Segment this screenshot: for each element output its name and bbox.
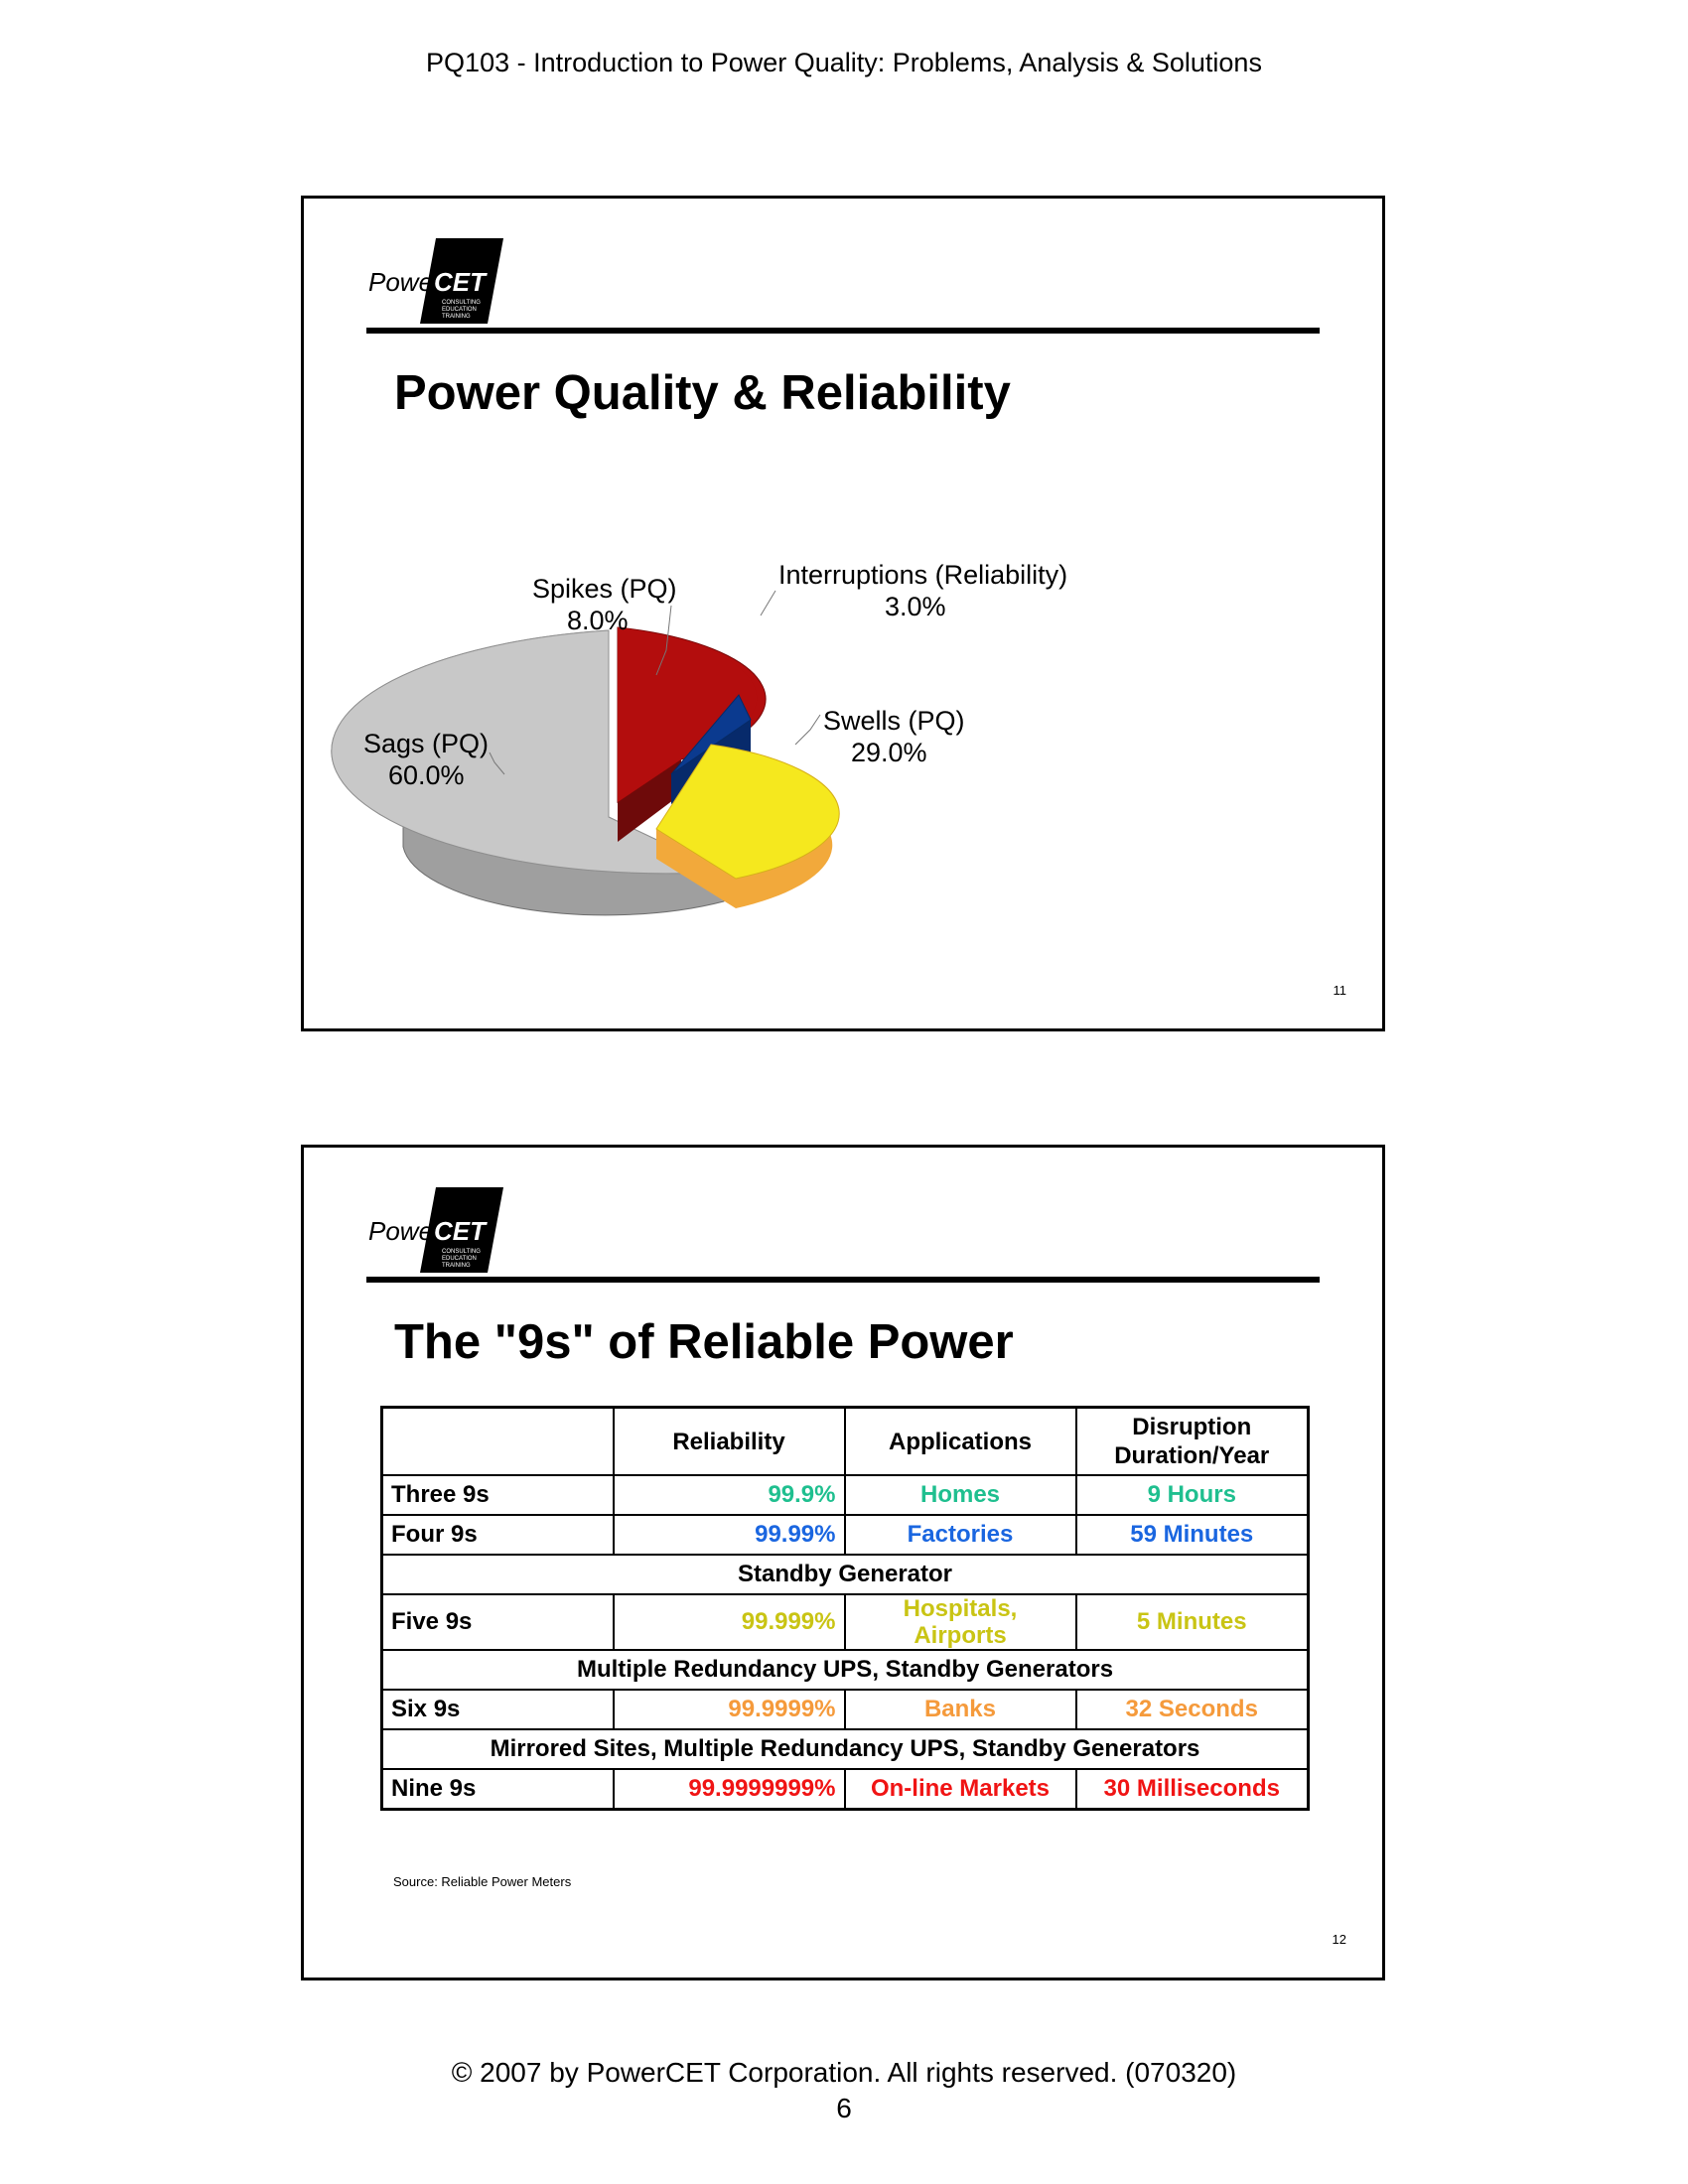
logo-sub-2: EDUCATION — [442, 1256, 477, 1262]
label-sags: Sags (PQ) — [363, 729, 490, 758]
table-row — [382, 1515, 1309, 1555]
header-reliability: Reliability — [614, 1408, 845, 1476]
slide-title: Power Quality & Reliability — [394, 366, 1011, 420]
row-disruption: 5 Minutes — [1076, 1594, 1309, 1650]
separator-mirrored: Mirrored Sites, Multiple Redundancy UPS, Standby Generators — [382, 1729, 1309, 1769]
header-disruption-line1: Disruption — [1132, 1414, 1252, 1440]
title-rule — [366, 328, 1320, 334]
value-interruptions: 3.0% — [885, 592, 946, 621]
header-applications: Applications — [845, 1408, 1076, 1476]
powercet-logo — [366, 1185, 505, 1275]
row-disruption: 59 Minutes — [1076, 1515, 1309, 1555]
logo-text-power: Power — [368, 267, 442, 297]
value-swells: 29.0% — [851, 738, 927, 767]
slide-number: 11 — [1333, 983, 1346, 998]
row-label: Nine 9s — [382, 1769, 614, 1810]
row-reliability: 99.9999999% — [614, 1769, 845, 1810]
logo-sub-2: EDUCATION — [442, 307, 477, 313]
nines-table — [380, 1406, 1310, 1811]
slide-nines — [301, 1145, 1385, 1980]
label-interruptions: Interruptions (Reliability) — [778, 560, 1068, 590]
row-disruption: 30 Milliseconds — [1076, 1769, 1309, 1810]
table-row — [382, 1594, 1309, 1650]
logo-text-cet: CET — [434, 1216, 486, 1246]
logo-sub-1: CONSULTING — [442, 300, 481, 306]
table-header-row — [382, 1408, 1309, 1476]
logo-sub-1: CONSULTING — [442, 1249, 481, 1255]
row-application-line2: Airports — [914, 1622, 1007, 1649]
row-application: Factories — [845, 1515, 1076, 1555]
slide-number: 12 — [1332, 1932, 1346, 1947]
logo-sub-3: TRAINING — [442, 314, 471, 320]
row-label: Three 9s — [382, 1475, 614, 1515]
row-application — [845, 1594, 1076, 1650]
row-reliability: 99.999% — [614, 1594, 845, 1650]
pie-chart — [363, 506, 1356, 1042]
separator-row — [382, 1555, 1309, 1594]
row-label: Four 9s — [382, 1515, 614, 1555]
logo-sub-3: TRAINING — [442, 1263, 471, 1269]
header-disruption — [1076, 1408, 1309, 1476]
separator-row — [382, 1650, 1309, 1690]
row-disruption: 32 Seconds — [1076, 1690, 1309, 1729]
page-number: 6 — [836, 2093, 852, 2123]
nines-table-wrap — [380, 1406, 1307, 1811]
logo-text-power: Power — [368, 1216, 442, 1246]
row-application: Homes — [845, 1475, 1076, 1515]
row-reliability: 99.9% — [614, 1475, 845, 1515]
table-row — [382, 1769, 1309, 1810]
header-empty — [382, 1408, 614, 1476]
title-rule — [366, 1277, 1320, 1283]
separator-row — [382, 1729, 1309, 1769]
row-label: Five 9s — [382, 1594, 614, 1650]
row-reliability: 99.9999% — [614, 1690, 845, 1729]
label-swells: Swells (PQ) — [823, 706, 965, 736]
value-sags: 60.0% — [388, 760, 465, 790]
row-application-line1: Hospitals, — [903, 1595, 1018, 1622]
row-disruption: 9 Hours — [1076, 1475, 1309, 1515]
row-reliability: 99.99% — [614, 1515, 845, 1555]
label-spikes: Spikes (PQ) — [532, 574, 677, 604]
copyright-text: © 2007 by PowerCET Corporation. All rights reserved. (070320) — [451, 2057, 1237, 2088]
powercet-logo — [366, 236, 505, 326]
table-row — [382, 1475, 1309, 1515]
table-row — [382, 1690, 1309, 1729]
document-footer — [0, 2055, 1688, 2126]
row-application: Banks — [845, 1690, 1076, 1729]
separator-ups: Multiple Redundancy UPS, Standby Generators — [382, 1650, 1309, 1690]
separator-standby: Standby Generator — [382, 1555, 1309, 1594]
slide-title: The "9s" of Reliable Power — [394, 1315, 1014, 1369]
value-spikes: 8.0% — [567, 606, 629, 635]
document-header: PQ103 - Introduction to Power Quality: Problems, Analysis & Solutions — [426, 48, 1262, 77]
logo-text-cet: CET — [434, 267, 486, 297]
header-disruption-line2: Duration/Year — [1114, 1442, 1270, 1469]
source-note: Source: Reliable Power Meters — [393, 1874, 572, 1889]
row-application: On-line Markets — [845, 1769, 1076, 1810]
slide-power-quality — [301, 196, 1385, 1031]
row-label: Six 9s — [382, 1690, 614, 1729]
